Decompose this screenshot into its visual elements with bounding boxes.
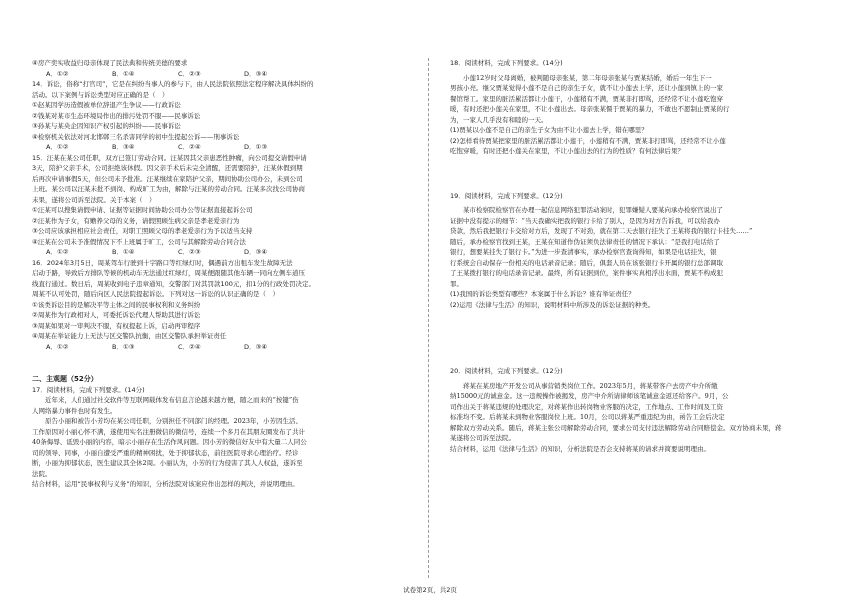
q18-material-line: 餐馆帮工。家里的脏活累活都让小莲干，小莲稍有不满，贾某非打即骂，还经常不让小莲吃饱穿	[450, 94, 723, 103]
q16-line: 线直行通过。数日后，周某收到电子违章通知，交警部门对其罚款100元，扣1分的行政处罚决定。	[32, 279, 316, 288]
q15-choice-b[interactable]: B．①④	[112, 248, 135, 256]
q19-material-line: 证据中没有提示的细节：“当天我确实把我的银行卡给了别人，是因为对方告诉我，可以给我办	[450, 216, 720, 225]
q16-choice-b[interactable]: B．①③	[112, 342, 135, 351]
left-column	[32, 58, 408, 490]
question-17	[32, 385, 408, 490]
q20-material-line: 纳15000元的诚意金。这一违规操作被揭发，房产中介所请律师该笔诚意金返还给客户。9月，公	[450, 392, 729, 400]
q18-heading: 18．阅读材料，完成下列要求。(14分)	[450, 59, 563, 67]
q19-material-line: 贷款，然后我把银行卡交给对方后，发现了不对劲，就在第二天去银行挂失了王某将我的银行卡挂失……”	[450, 227, 753, 235]
q19-material-line: 罪。	[450, 279, 463, 288]
q17-material-line: 司的领导、同事，小丽自遭受严重的精神困扰，处于抑郁状态，前往医院寻求心理治疗。经诊	[32, 448, 299, 457]
page-footer: 试卷第2页，共2页	[403, 586, 457, 594]
question-19	[450, 191, 840, 311]
q16-line: 启动于路，导致后方排队等候的机动车无法通过红绿灯，周某便跟随其他车辆一同向左侧车道压	[32, 269, 305, 277]
q14-choice-d[interactable]: D．①③	[244, 143, 268, 151]
q16-line: 16．2024年3月5日，周某驾车行驶到十字路口等红绿灯时，偶遇前方出租车发生故障无法	[32, 258, 293, 267]
q16-line: ④周某在举证能力上无法与区交警队抗衡，由区交警队承担举证责任	[32, 332, 227, 340]
q18-question: (2)怎样看待贾某把家里的脏活累活都让小莲干，小莲稍有不满，贾某非打即骂，还经常不让小莲	[450, 136, 726, 145]
q13-option-line: ④房产奕实收益归母亲体现了民法典和传统美德的要求	[32, 59, 188, 67]
q17-material-line: 40条侮辱、诋毁小丽的内容，暗示小丽存在生活作风问题。因小芳的微信好友中有大量二人同公	[32, 438, 307, 446]
q15-line: 上班。某公司以汪某未批不到岗、构成旷工为由，解除与汪某的劳动合同。汪某多次找公司协商	[32, 185, 305, 193]
q17-material-line: 断，小丽为抑郁状态，医生建议其全休2周。小丽认为，小芳的行为侵害了其人人权益，遂诉至	[32, 459, 303, 467]
question-20	[450, 366, 840, 454]
q16-choice-a[interactable]: A．①②	[46, 342, 69, 351]
q19-material-line: 某市检察院检察官在办理一起信息网络犯罪活动案时，犯罪嫌疑人要某向承办检察官说出了	[450, 206, 723, 214]
q16-choice-c[interactable]: C．②④	[178, 342, 201, 351]
q19-material-line: 了王某拨打银行的电话录音记录。最终，所有证据到位，案件事实真相浮出水面，贾某不构成犯	[450, 269, 723, 277]
q20-material-line: 某遂将公司诉至法院。	[450, 434, 515, 442]
q14-line: 活动。以下案例与诉讼类型对应正确的是（ ）	[32, 90, 169, 99]
q17-material-line: 工作原因对小丽心怀不满，遂使用实名注册微信的微信号，连续一个多月在其朋友圈发布了共计	[32, 427, 305, 436]
q13-choices	[32, 69, 408, 80]
q16-line: ①该类诉讼目的是解决平等主体之间的民事权利和义务纠纷	[32, 300, 201, 309]
q15-line: 后再次申请事假5天，但公司未予批准。汪某继续在家陪护父亲，期间协助公司办公，未到公司	[32, 174, 303, 183]
q19-material-line: 随后，承办检察官找到王某，王某在知道作伪证须负法律责任的情况下承认：“是我打电话给了	[450, 237, 720, 246]
q15-choice-a[interactable]: A．①②	[46, 248, 69, 256]
q17-question: 结合材料，运用“民事权利与义务”的知识，分析法院对该案应作出怎样的判决，并说明理由。	[32, 480, 299, 488]
question-15	[32, 153, 408, 258]
q18-question: (1)贾某以小莲不是自己的亲生子女为由不让小莲去上学，错在哪里？	[450, 126, 648, 134]
q20-question: 结合材料，运用《法律与生活》的知识，分析法院是否会支持蒋某的请求并简要说明理由。	[450, 444, 710, 453]
q13-choice-d[interactable]: D．③④	[244, 69, 268, 78]
q19-material-line: 行系统会自动保存一份相关的电话录音记录；随后，俱套人员在该张银行卡开属的银行总部调取	[450, 258, 723, 267]
q14-line: ②钱某对某市生态环境局作出的排污处罚不服——民事诉讼	[32, 111, 201, 120]
q15-line: ③公司应该承担相应社会责任，对职工照顾父母的孝老爱亲行为予以适当支持	[32, 227, 253, 235]
q18-material-line: 小莲12岁时父母离婚，被判随母亲张某，第二年母亲张某与贾某结婚，婚后一年生下一	[450, 73, 712, 82]
q17-material-line: 原告小丽和被告小芳均在某公司任职，分别担任不同部门的经理。2023年，小芳因生活、	[32, 417, 303, 425]
q14-choice-c[interactable]: C．②④	[178, 143, 201, 151]
q19-question: (2)运用《法律与生活》的知识，说明材料中所涉及的诉讼证据的种类。	[450, 300, 655, 309]
q14-choices	[32, 142, 408, 153]
q20-material-line: 解除双方劳动关系。随后，蒋某主张公司解除劳动合同，要求公司支付违法解除劳动合同赔偿金。双方协商未果，蒋	[450, 423, 782, 432]
q13-choice-b[interactable]: B．①④	[112, 69, 135, 78]
q19-material-line: 银行，想要某挂失了银行卡。”为进一步查清事实，承办检察官查询得知，如果是电话挂失，银	[450, 248, 717, 256]
q18-material-line: 男孩小亮。继父贾某觉得小莲不是自己的亲生子女，就不让小莲去上学，还让小莲到镇上的一家	[450, 84, 723, 92]
q14-line: 14．诉讼，俗称“打官司”，它是在纠纷当事人的参与下，由人民法院依照法定程序解决具体纠纷的	[32, 80, 314, 88]
q20-heading: 20．阅读材料，完成下列要求。(12分)	[450, 367, 563, 375]
q18-material-line: 为，一家人几乎没有和睦的一天。	[450, 115, 548, 124]
q16-choices	[32, 342, 408, 353]
question-18	[450, 58, 840, 157]
q14-choice-a[interactable]: A．①②	[46, 143, 69, 151]
q16-line: ②周某作为行政相对人，可委托诉讼代理人帮助其进行诉讼	[32, 311, 201, 319]
question-14	[32, 79, 408, 153]
q15-line: ④汪某在公司未予准假情况下不上班属于旷工，公司与其解除劳动合同合法	[32, 237, 246, 246]
q20-material-line: 标准均不变。后蒋某未到物业客服岗位上班。10月，公司以蒋某严重违纪为由，函告工会后决定	[450, 413, 725, 421]
q14-line: ①赵某因学历造假被单位辞退产生争议——行政诉讼	[32, 101, 181, 109]
column-divider	[428, 58, 429, 578]
q15-choice-c[interactable]: C．②③	[178, 248, 201, 256]
q13-choice-a[interactable]: A．①②	[46, 69, 69, 78]
q14-line: ③孙某与某央企因知识产权引起的纠纷——民事诉讼	[32, 122, 181, 130]
q20-material-line: 蒋某在某房地产开发公司从事营销类岗位工作。2023年5月，蒋某带客户去房产中介所缴	[450, 381, 718, 390]
right-column	[450, 58, 840, 454]
q15-line: 3天，陪护父亲手术，公司拒绝该休假。因父亲手术后未完全清醒，还需要陪护，汪某休假到期	[32, 164, 303, 172]
q15-choice-d[interactable]: D．③④	[244, 248, 268, 256]
q14-choice-b[interactable]: B．③④	[112, 143, 135, 151]
q15-line: 15．汪某在某公司任职，双方已签订劳动合同。汪某因其父亲患恶性肿瘤，向公司提交请假申请	[32, 153, 307, 162]
q15-line: ①汪某可以搜集请假申请、证据等证据时间协助公司办公等证据直接起诉公司	[32, 206, 253, 214]
q17-heading: 17．阅读材料，完成下列要求。(14分)	[32, 385, 145, 394]
q16-choice-d[interactable]: D．③④	[244, 342, 268, 351]
q15-choices	[32, 247, 408, 258]
q15-line: ②汪某作为子女，有赡养父母的义务，请假照顾生病父亲是孝老爱亲行为	[32, 216, 240, 225]
q19-question: (1)我国的诉讼类型有哪些？本案属于什么诉讼？谁有举证责任？	[450, 290, 635, 298]
q15-line: 未果，遂将公司诉至法院。关于本案（ ）	[32, 195, 156, 204]
q17-material-line: 人网络暴力事件也时有发生。	[32, 406, 117, 415]
q18-question: 吃饱穿暖，有时还把小莲关在家里，不让小莲出去的行为的性质？有何法律后果？	[450, 147, 684, 155]
q20-material-line: 司作出关于蒋某违规的处理决定，对蒋某作出转岗物业客服的决定，工作地点、工作时间及工资	[450, 402, 723, 411]
q13-choice-c[interactable]: C．②③	[178, 69, 201, 78]
q17-material-line: 法院。	[32, 469, 52, 478]
q16-line: 周某不认可处罚，随后向区人民法院提起诉讼。下列对这一诉讼的认识正确的是（ ）	[32, 290, 279, 298]
question-16	[32, 258, 408, 353]
section-heading: 二、主观题（52分）	[32, 375, 98, 383]
q19-heading: 19．阅读材料，完成下列要求。(12分)	[450, 191, 563, 200]
q17-material-line: 近年来，人们通过社交软件等互联网载体发布信息言论越来越方便，随之而来的“按键”伤	[32, 396, 299, 404]
q18-material-line: 暖，有时还把小莲关在家里，不让小莲出去。母亲张某慑于贾某的暴力，不敢也不愿制止贾某的行	[450, 105, 730, 113]
q14-line: ④检察机关依法对河北邯郸三名杀害同学的初中生提起公诉——刑事诉讼	[32, 132, 240, 141]
q16-line: ③周某如果对一审判决不服，有权提起上诉，启动再审程序	[32, 321, 201, 330]
